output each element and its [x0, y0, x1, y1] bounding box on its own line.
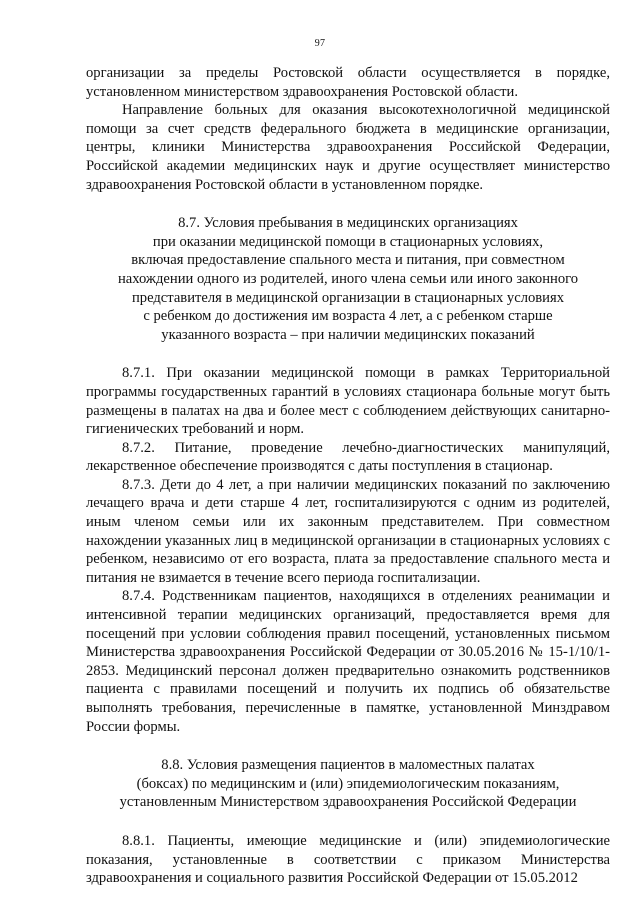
section-spacer — [86, 812, 610, 832]
heading-line: (боксах) по медицинским и (или) эпидемиологическим показаниям, — [136, 775, 560, 792]
heading-line: 8.8. Условия размещения пациентов в маломестных палатах — [161, 757, 535, 774]
paragraph-high-tech-care-referral: Направление больных для оказания высокотехнологичной медицинской помощи за счет средств федерального бюджета в медицинские организации, центры, клиники Министерства здравоохранения Российской Федерации, Российской академии медицинских наук и другие осуществляет министерство здравоохранения Ростовской области в установленном порядке. — [86, 102, 610, 193]
heading-line: при оказании медицинской помощи в стационарных условиях, — [152, 233, 544, 250]
section-spacer — [86, 736, 610, 756]
paragraph-transfer-order: организации за пределы Ростовской области осуществляется в порядке, установленном министерством здравоохранения Ростовской области. — [86, 65, 610, 100]
heading-line: 8.7. Условия пребывания в медицинских организациях — [178, 215, 518, 232]
page-number: 97 — [314, 38, 326, 49]
heading-line: с ребенком до достижения им возраста 4 лет, а с ребенком старше — [143, 308, 553, 325]
paragraph-8-7-2: 8.7.2. Питание, проведение лечебно-диагностических манипуляций, лекарственное обеспечение производятся с даты поступления в стационар. — [86, 439, 610, 475]
section-heading-8-8 — [86, 756, 610, 812]
paragraph-8-7-1: 8.7.1. При оказании медицинской помощи в рамках Территориальной программы государственных гарантий в условиях стационара больные могут быть размещены в палатах на два и более мест с соблюдением действующих санитарно-гигиенических требований и норм. — [86, 365, 610, 438]
paragraph-8-7-3: 8.7.3. Дети до 4 лет, а при наличии медицинских показаний по заключению лечащего врача и дети старше 4 лет, госпитализируются с одним из родителей, иным членом семьи или их законным представителем. При совместном нахождении указанных лиц в медицинской организации в стационарных условиях с ребенком, независимо от его возраста, плата за предоставление спального места и питания не взимается в течение всего периода госпитализации. — [86, 476, 610, 586]
section-heading-8-7 — [86, 214, 610, 344]
paragraph-8-8-1: 8.8.1. Пациенты, имеющие медицинские и (или) эпидемиологические показания, установленные в соответствии с приказом Министерства здравоохранения и социального развития Российской Федерации от 15.05.2012 — [86, 832, 610, 887]
document-body — [86, 64, 610, 888]
section-spacer — [86, 194, 610, 214]
heading-line: указанного возраста – при наличии медицинских показаний — [161, 326, 535, 343]
heading-line: включая предоставление спального места и питания, при совместном — [131, 252, 565, 269]
paragraph-8-7-4: 8.7.4. Родственникам пациентов, находящихся в отделениях реанимации и интенсивной терапии медицинских организаций, предоставляется время для посещений при условии соблюдения правил посещений, установленных письмом Министерства здравоохранения Российской Федерации от 30.05.2016 № 15-1/10/1-2853. Медицинский персонал должен предварительно ознакомить родственников пациента с правилами посещений и получить их подпись об обязательстве выполнять требования, перечисленные в памятке, установленной Минздравом России формы. — [86, 588, 610, 735]
heading-line: представителя в медицинской организации в стационарных условиях — [131, 289, 564, 306]
heading-line: установленным Министерством здравоохранения Российской Федерации — [119, 794, 577, 811]
heading-line: нахождении одного из родителей, иного члена семьи или иного законного — [117, 270, 579, 287]
section-spacer — [86, 344, 610, 364]
